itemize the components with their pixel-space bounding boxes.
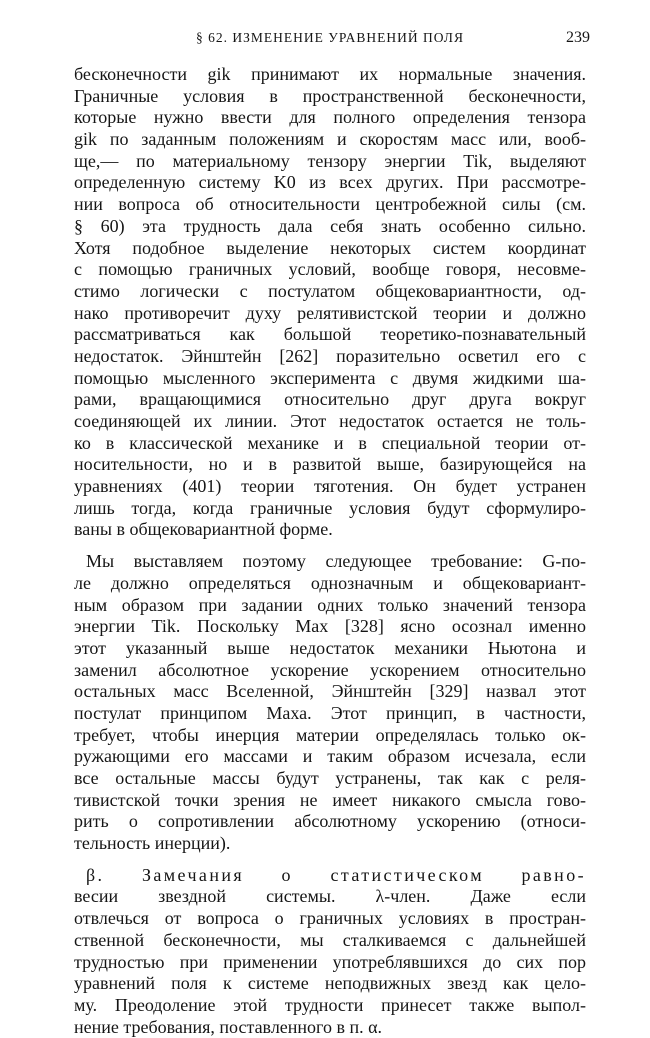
text-line: нако противоречит духу релятивистской теории и должно xyxy=(74,302,586,323)
text-line: трудностью при применении употреблявшихся до сих пор xyxy=(74,951,586,972)
paragraph-gap xyxy=(74,541,586,551)
text-line: § 60) эта трудность дала себя знать особенно сильно. xyxy=(74,215,586,236)
text-line: ружающими его массами и таким образом исчезала, если xyxy=(74,746,586,767)
text-line: Хотя подобное выделение некоторых систем координат xyxy=(74,237,586,258)
text-line: нии вопроса об относительности центробежной силы (см. xyxy=(74,194,586,215)
text-line: постулат принципом Маха. Этот принцип, в частности, xyxy=(74,702,586,723)
text-line: все остальные массы будут устранены, так как с реля- xyxy=(74,768,586,788)
text-line: этот указанный выше недостаток механики Ньютона и xyxy=(74,637,586,658)
text-line: с помощью граничных условий, вообще говоря, несовме- xyxy=(74,259,586,280)
text-line: энергии Tik. Поскольку Мах [328] ясно осознал именно xyxy=(74,616,586,637)
text-line: весии звездной системы. λ-член. Даже если xyxy=(74,886,586,907)
text-line: му. Преодоление этой трудности принесет также выпол- xyxy=(74,994,586,1015)
text-line: которые нужно ввести для полного определения тензора xyxy=(74,107,586,128)
text-line: недостаток. Эйнштейн [262] поразительно осветил его с xyxy=(74,345,586,366)
paragraph xyxy=(74,64,586,541)
text-line: отвлечься от вопроса о граничных условиях в простран- xyxy=(74,908,586,929)
paragraph-gap xyxy=(74,855,586,865)
text-line: β. Замечания о статистическом равно- xyxy=(86,864,586,885)
running-head xyxy=(74,29,590,52)
text-line: нение требования, поставленного в п. α. xyxy=(74,1016,383,1037)
paragraph xyxy=(74,865,586,1038)
paragraph xyxy=(74,551,586,855)
text-line: остальных масс Вселенной, Эйнштейн [329] назвал этот xyxy=(74,681,586,702)
text-line: ственной бесконечности, мы сталкиваемся с дальнейшей xyxy=(74,929,586,950)
text-line: тивистской точки зрения не имеет никакого смысла гово- xyxy=(74,789,586,810)
text-line: Мы выставляем поэтому следующее требование: G-по- xyxy=(86,551,586,572)
body-text xyxy=(74,64,586,1038)
text-line: соединяющей их линии. Этот недостаток остается не толь- xyxy=(74,411,586,431)
text-line: Граничные условия в пространственной бесконечности, xyxy=(74,85,586,106)
text-line: лишь тогда, когда граничные условия будут сформулиро- xyxy=(74,497,586,518)
text-line: рить о сопротивлении абсолютному ускорению (относи- xyxy=(74,811,586,832)
text-line: тельность инерции). xyxy=(74,833,231,854)
text-line: бесконечности gik принимают их нормальные значения. xyxy=(74,64,586,84)
running-title: § 62. ИЗМЕНЕНИЕ УРАВНЕНИЙ ПОЛЯ xyxy=(196,30,464,45)
text-line: стимо логически с постулатом общековариантности, од- xyxy=(74,280,586,301)
text-line: gik по заданным положениям и скоростям масс или, вооб- xyxy=(74,129,586,150)
text-line: уравнений поля к системе неподвижных звезд как цело- xyxy=(74,973,586,994)
text-line: помощью мысленного эксперимента с двумя жидкими ша- xyxy=(74,367,586,388)
text-line: ным образом при задании одних только значений тензора xyxy=(74,594,586,615)
text-line: ваны в общековариантной форме. xyxy=(74,519,333,540)
text-line: носительности, но и в развитой выше, базирующейся на xyxy=(74,454,586,475)
text-line: требует, чтобы инерция материи определялась только ок- xyxy=(74,724,586,745)
text-line: уравнениях (401) теории тяготения. Он будет устранен xyxy=(74,476,586,497)
text-line: ко в классической механике и в специальной теории от- xyxy=(74,432,586,453)
text-line: определенную систему K0 из всех других. При рассмотре- xyxy=(74,172,586,193)
text-line: ле должно определяться однозначным и общековариант- xyxy=(74,572,586,593)
text-line: ще,— по материальному тензору энергии Tik, выделяют xyxy=(74,150,586,171)
text-line: заменил абсолютное ускорение ускорением относительно xyxy=(74,659,586,680)
page-number: 239 xyxy=(566,29,590,46)
text-line: рассматриваться как большой теоретико-познавательный xyxy=(74,324,586,345)
text-line: рами, вращающимися относительно друг друга вокруг xyxy=(74,389,586,410)
